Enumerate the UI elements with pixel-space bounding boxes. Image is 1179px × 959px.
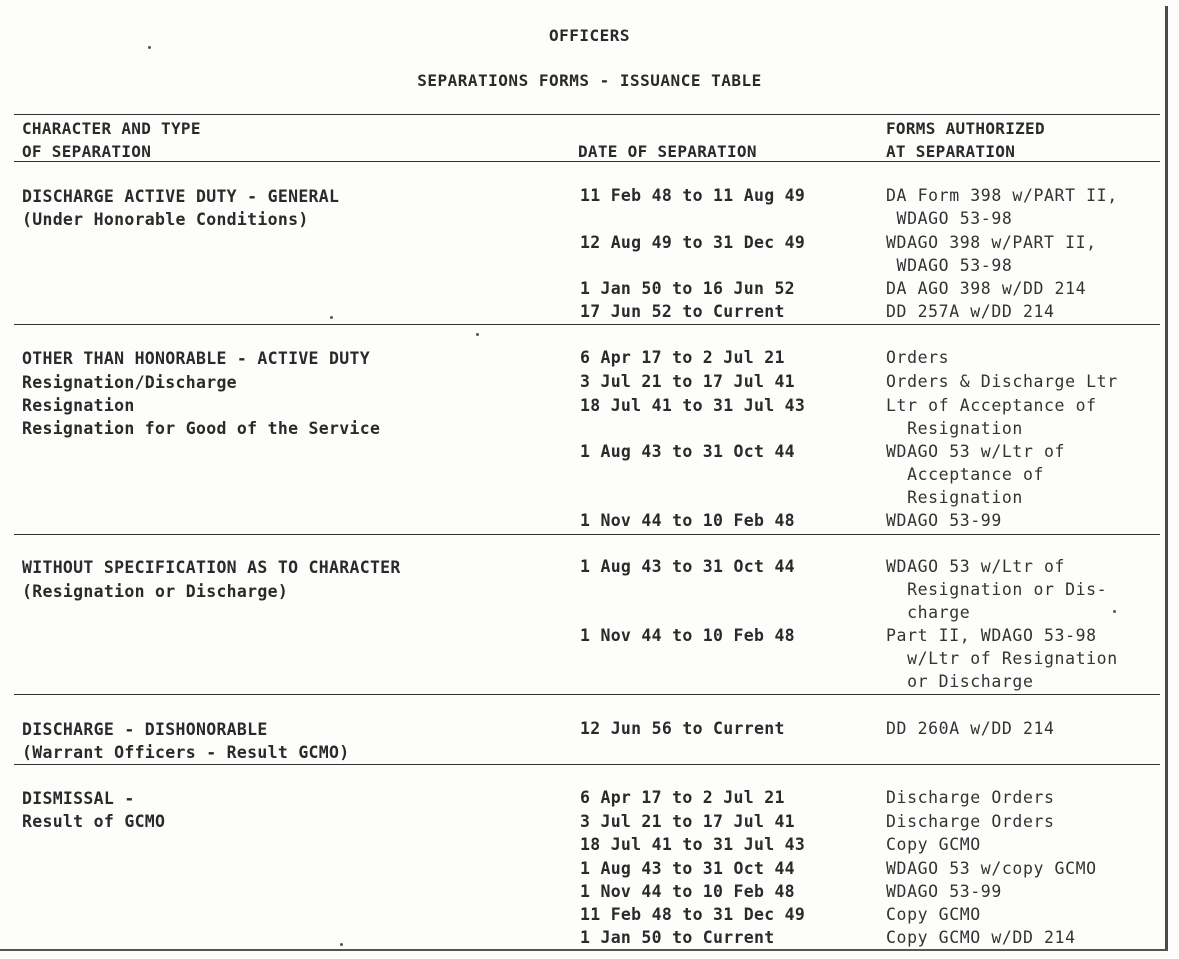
dishonorable-discharge-type-line: (Warrant Officers - Result GCMO)	[22, 743, 350, 762]
section-divider	[14, 694, 1160, 695]
without-specification-type-line: (Resignation or Discharge)	[22, 582, 289, 601]
section-divider	[14, 534, 1160, 535]
authorized-form-line: Resignation	[886, 488, 1023, 507]
other-than-honorable-type-line: Resignation for Good of the Service	[22, 419, 381, 438]
page-right-border	[1165, 6, 1168, 951]
authorized-form-line: DD 260A w/DD 214	[886, 719, 1055, 738]
scan-speck	[340, 943, 343, 946]
scan-speck	[148, 46, 151, 49]
general-discharge-type-line: DISCHARGE ACTIVE DUTY - GENERAL	[22, 187, 340, 206]
authorized-form-line: Copy GCMO	[886, 835, 981, 854]
authorized-form-line: Copy GCMO w/DD 214	[886, 928, 1076, 947]
authorized-form-line: Ltr of Acceptance of	[886, 396, 1097, 415]
header-top-rule	[14, 114, 1160, 115]
separation-date-range: 12 Jun 56 to Current	[580, 719, 785, 738]
dismissal-type-line: DISMISSAL -	[22, 789, 135, 808]
header-character-line1: CHARACTER AND TYPE	[22, 119, 201, 138]
authorized-form-line: or Discharge	[886, 672, 1034, 691]
separation-date-range: 1 Aug 43 to 31 Oct 44	[580, 557, 795, 576]
authorized-form-line: WDAGO 53 w/Ltr of	[886, 442, 1066, 461]
document-subtitle: SEPARATIONS FORMS - ISSUANCE TABLE	[417, 71, 762, 90]
separation-date-range: 18 Jul 41 to 31 Jul 43	[580, 396, 806, 415]
header-forms-line2: AT SEPARATION	[886, 142, 1016, 161]
separation-date-range: 3 Jul 21 to 17 Jul 41	[580, 812, 795, 831]
section-divider	[14, 764, 1160, 765]
section-divider	[14, 324, 1160, 325]
authorized-form-line: WDAGO 53 w/Ltr of	[886, 557, 1066, 576]
authorized-form-line: WDAGO 53-98	[886, 209, 1013, 228]
general-discharge-type-line: (Under Honorable Conditions)	[22, 210, 309, 229]
other-than-honorable-type-line: OTHER THAN HONORABLE - ACTIVE DUTY	[22, 349, 370, 368]
other-than-honorable-type-line: Resignation/Discharge	[22, 373, 237, 392]
authorized-form-line: Orders	[886, 348, 950, 367]
separation-date-range: 1 Aug 43 to 31 Oct 44	[580, 442, 795, 461]
authorized-form-line: Orders & Discharge Ltr	[886, 372, 1118, 391]
separation-date-range: 11 Feb 48 to 11 Aug 49	[580, 186, 806, 205]
header-bottom-rule	[14, 161, 1160, 162]
separation-date-range: 1 Nov 44 to 10 Feb 48	[580, 511, 795, 530]
authorized-form-line: DA AGO 398 w/DD 214	[886, 279, 1087, 298]
scan-speck	[476, 333, 479, 336]
separation-date-range: 3 Jul 21 to 17 Jul 41	[580, 372, 795, 391]
authorized-form-line: Acceptance of	[886, 465, 1045, 484]
authorized-form-line: w/Ltr of Resignation	[886, 649, 1118, 668]
separation-date-range: 1 Nov 44 to 10 Feb 48	[580, 882, 795, 901]
header-date: DATE OF SEPARATION	[578, 142, 757, 161]
authorized-form-line: Part II, WDAGO 53-98	[886, 626, 1097, 645]
scan-speck	[1113, 610, 1116, 613]
authorized-form-line: Resignation or Dis-	[886, 580, 1108, 599]
separation-date-range: 18 Jul 41 to 31 Jul 43	[580, 835, 806, 854]
authorized-form-line: WDAGO 53 w/copy GCMO	[886, 859, 1097, 878]
separation-date-range: 1 Jan 50 to Current	[580, 928, 775, 947]
separation-date-range: 17 Jun 52 to Current	[580, 302, 785, 321]
separation-date-range: 1 Nov 44 to 10 Feb 48	[580, 626, 795, 645]
separation-date-range: 6 Apr 17 to 2 Jul 21	[580, 788, 785, 807]
separation-date-range: 12 Aug 49 to 31 Dec 49	[580, 233, 806, 252]
authorized-form-line: Discharge Orders	[886, 812, 1055, 831]
authorized-form-line: charge	[886, 603, 971, 622]
header-character-line2: OF SEPARATION	[22, 142, 152, 161]
other-than-honorable-type-line: Resignation	[22, 396, 135, 415]
dismissal-type-line: Result of GCMO	[22, 812, 166, 831]
authorized-form-line: Resignation	[886, 419, 1023, 438]
authorized-form-line: WDAGO 53-99	[886, 882, 1002, 901]
scan-speck	[330, 316, 333, 319]
document-title: OFFICERS	[548, 26, 631, 45]
separation-date-range: 1 Aug 43 to 31 Oct 44	[580, 859, 795, 878]
separation-date-range: 1 Jan 50 to 16 Jun 52	[580, 279, 795, 298]
dishonorable-discharge-type-line: DISCHARGE - DISHONORABLE	[22, 720, 268, 739]
authorized-form-line: Discharge Orders	[886, 788, 1055, 807]
authorized-form-line: WDAGO 398 w/PART II,	[886, 233, 1097, 252]
authorized-form-line: DA Form 398 w/PART II,	[886, 186, 1118, 205]
separation-date-range: 11 Feb 48 to 31 Dec 49	[580, 905, 806, 924]
without-specification-type-line: WITHOUT SPECIFICATION AS TO CHARACTER	[22, 558, 401, 577]
authorized-form-line: DD 257A w/DD 214	[886, 302, 1055, 321]
page-bottom-border	[0, 949, 1168, 951]
authorized-form-line: WDAGO 53-98	[886, 256, 1013, 275]
authorized-form-line: Copy GCMO	[886, 905, 981, 924]
header-forms-line1: FORMS AUTHORIZED	[886, 119, 1045, 138]
authorized-form-line: WDAGO 53-99	[886, 511, 1002, 530]
separation-date-range: 6 Apr 17 to 2 Jul 21	[580, 348, 785, 367]
